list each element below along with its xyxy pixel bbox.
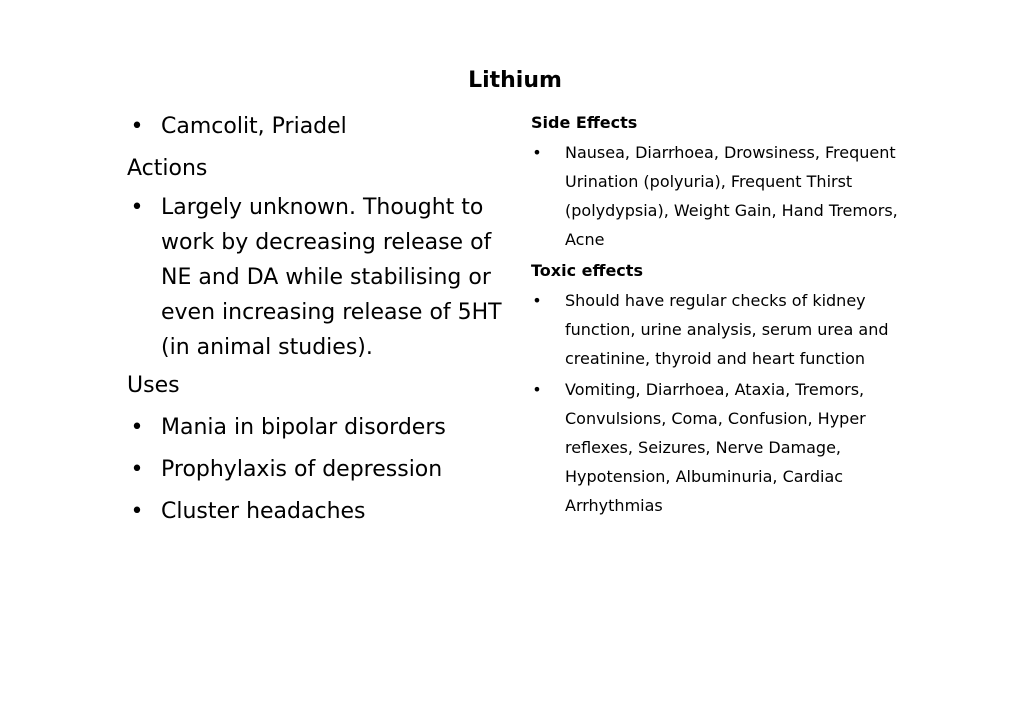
actions-bullet — [127, 190, 507, 365]
bullet-icon: • — [532, 143, 542, 162]
uses-text: Prophylaxis of depression — [161, 457, 443, 482]
right-column — [531, 110, 931, 520]
side-effects-heading: Side Effects — [531, 113, 638, 132]
actions-text: Largely unknown. Thought to work by decreasing release of NE and DA while stabilising or even increasing release of 5HT (in animal studies). — [161, 195, 502, 360]
side-effects-bullet — [531, 138, 931, 254]
brand-names-bullet — [127, 106, 507, 148]
bullet-icon: • — [130, 499, 144, 524]
bullet-icon: • — [130, 195, 144, 220]
bullet-icon: • — [130, 415, 144, 440]
uses-bullet — [127, 407, 507, 449]
toxic-effects-bullet — [531, 286, 931, 373]
bullet-icon: • — [130, 457, 144, 482]
uses-bullet — [127, 491, 507, 533]
uses-text: Mania in bipolar disorders — [161, 415, 446, 440]
side-effects-text: Nausea, Diarrhoea, Drowsiness, Frequent Urination (polyuria), Frequent Thirst (polydypsia), Weight Gain, Hand Tremors, Acne — [565, 143, 898, 249]
brand-names-text: Camcolit, Priadel — [161, 114, 347, 139]
actions-heading: Actions — [127, 156, 208, 181]
bullet-icon: • — [532, 291, 542, 310]
bullet-icon: • — [130, 114, 144, 139]
toxic-effects-heading: Toxic effects — [531, 261, 643, 280]
uses-heading: Uses — [127, 373, 180, 398]
toxic-effects-bullet — [531, 375, 931, 520]
toxic-effects-text: Should have regular checks of kidney function, urine analysis, serum urea and creatinine, thyroid and heart function — [565, 291, 889, 368]
slide-title: Lithium — [468, 68, 562, 93]
left-column — [127, 106, 507, 533]
uses-text: Cluster headaches — [161, 499, 366, 524]
uses-bullet — [127, 449, 507, 491]
bullet-icon: • — [532, 380, 542, 399]
toxic-effects-text: Vomiting, Diarrhoea, Ataxia, Tremors, Convulsions, Coma, Confusion, Hyper reflexes, Seizures, Nerve Damage, Hypotension, Albuminuria, Cardiac Arrhythmias — [565, 380, 866, 515]
